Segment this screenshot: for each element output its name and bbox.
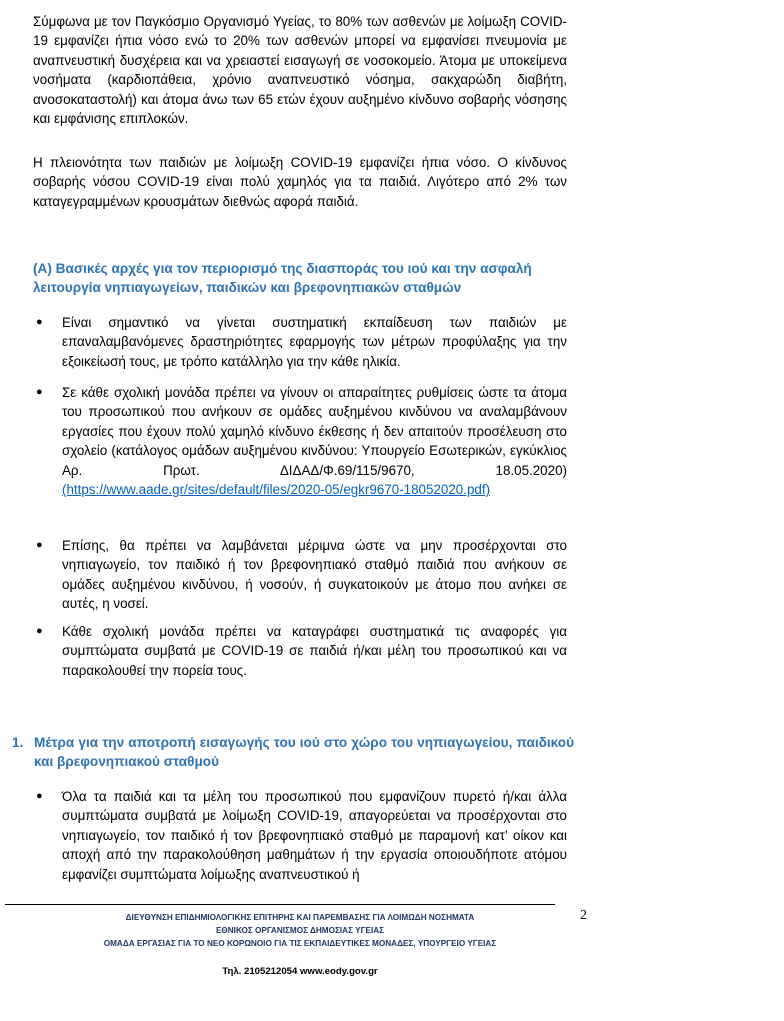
footer-divider xyxy=(5,904,555,905)
bullet-icon: ● xyxy=(36,539,43,551)
bullet-text xyxy=(62,383,567,499)
footer-organization-name: ΕΘΝΙΚΟΣ ΟΡΓΑΝΙΣΜΟΣ ΔΗΜΟΣΙΑΣ ΥΓΕΙΑΣ xyxy=(215,926,385,935)
bullet-text: Είναι σημαντικό να γίνεται συστηματική εκπαίδευση των παιδιών με επαναλαμβανόμενες δραστηριότητες εφαρμογής των μέτρων προφύλαξης για την εξοικείωσή τους, με τρόπο κατάλληλο για την κάθε ηλικία. xyxy=(62,315,567,369)
section-a-heading: (Α) Βασικές αρχές για τον περιορισμό της διασποράς του ιού και την ασφαλή λειτουργία νηπιαγωγείων, παιδικών και βρεφονηπιακών σταθμών xyxy=(33,261,532,296)
footer-directorate: ΔΙΕΥΘΥΝΣΗ ΕΠΙΔΗΜΙΟΛΟΓΙΚΗΣ ΕΠΙΤΗΡΗΣ ΚΑΙ ΠΑΡΕΜΒΑΣΗΣ ΓΙΑ ΛΟΙΜΩΔΗ ΝΟΣΗΜΑΤΑ xyxy=(125,913,475,922)
section-1-title: Μέτρα για την αποτροπή εισαγωγής του ιού στο χώρο του νηπιαγωγείου, παιδικού και βρεφονηπιακού σταθμού xyxy=(34,735,574,770)
bullet-icon: ● xyxy=(36,316,43,328)
bullet-text: Κάθε σχολική μονάδα πρέπει να καταγράφει συστηματικά τις αναφορές για συμπτώματα συμβατά με COVID-19 σε παιδιά ή/και μέλη του προσωπικού και να παρακολουθεί την πορεία τους. xyxy=(62,624,567,678)
bullet-icon: ● xyxy=(36,625,43,637)
children-paragraph: Η πλειονότητα των παιδιών με λοίμωξη COVID-19 εμφανίζει ήπια νόσο. Ο κίνδυνος σοβαρής νόσου COVID-19 είναι πολύ χαμηλός για τα παιδιά. Λιγότερο από 2% των καταγεγραμμένων κρουσμάτων διεθνώς αφορά παιδιά. xyxy=(33,155,567,209)
footer-contact: Τηλ. 2105212054 www.eody.gov.gr xyxy=(222,966,378,977)
bullet-icon: ● xyxy=(36,386,43,398)
bullet-text: Επίσης, θα πρέπει να λαμβάνεται μέριμνα ώστε να μην προσέρχονται στο νηπιαγωγείο, τον παιδικό ή τον βρεφονηπιακό σταθμό παιδιά που ανήκουν σε ομάδες αυξημένου κινδύνου, ή νοσούν, ή συγκατοικούν με άτομο που ανήκει σε αυτές, η νοσεί. xyxy=(62,538,567,612)
bullet-text: Όλα τα παιδιά και τα μέλη του προσωπικού που εμφανίζουν πυρετό ή/και άλλα συμπτώματα συμβατά με λοίμωξη COVID-19, απαγορεύεται να προσέρχονται στο νηπιαγωγείο, τον παιδικό ή τον βρεφονηπιακό σταθμό με παραμονή κατ’ οίκον και αποχή από την παρακολούθηση μαθημάτων ή την εργασία οποιουδήποτε ατόμου εμφανίζει συμπτώματα λοίμωξης αναπνευστικού ή xyxy=(62,789,567,882)
section-number: 1. xyxy=(12,735,24,750)
intro-paragraph: Σύμφωνα με τον Παγκόσμιο Οργανισμό Υγείας, το 80% των ασθενών με λοίμωξη COVID-19 εμφανίζει ήπια νόσο ενώ το 20% των ασθενών μπορεί να εμφανίσει πνευμονία με αναπνευστική δυσχέρεια και να χρειαστεί εισαγωγή σε νοσοκομείο. Άτομα με υποκείμενα νοσήματα (καρδιοπάθεια, χρόνιο αναπνευστικό νόσημα, σακχαρώδη διαβήτη, ανοσοκαταστολή) και άτομα άνω των 65 ετών έχουν αυξημένο κίνδυνο σοβαρής νόσησης και εμφάνισης επιπλοκών. xyxy=(33,14,567,127)
footer-organization xyxy=(0,911,600,950)
aade-circular-link[interactable]: (https://www.aade.gr/sites/default/files/2020-05/egkr9670-18052020.pdf) xyxy=(62,482,491,498)
bullet-icon: ● xyxy=(36,790,43,802)
bullet-text-body: Σε κάθε σχολική μονάδα πρέπει να γίνουν οι απαραίτητες ρυθμίσεις ώστε τα άτομα του προσωπικού που ανήκουν σε ομάδες αυξημένου κινδύνου να αναλαμβάνουν εργασίες που έχουν πολύ χαμηλό κίνδυνο έκθεσης ή δεν απαιτούν προσέλευση στο σχολείο (κατάλογος ομάδων αυξημένου κινδύνου: Υπουργείο Εσωτερικών, εγκύκλιος Αρ. Πρωτ. ΔΙΔΑΔ/Φ.69/115/9670, 18.05.2020) xyxy=(62,385,567,478)
footer-working-group: ΟΜΑΔΑ ΕΡΓΑΣΙΑΣ ΓΙΑ ΤΟ ΝΕΟ ΚΟΡΩΝΟΙΟ ΓΙΑ ΤΙΣ ΕΚΠΑΙΔΕΥΤΙΚΕΣ ΜΟΝΑΔΕΣ, ΥΠΟΥΡΓΕΙΟ ΥΓΕΙΑΣ xyxy=(103,939,497,948)
page-number: 2 xyxy=(580,908,587,923)
